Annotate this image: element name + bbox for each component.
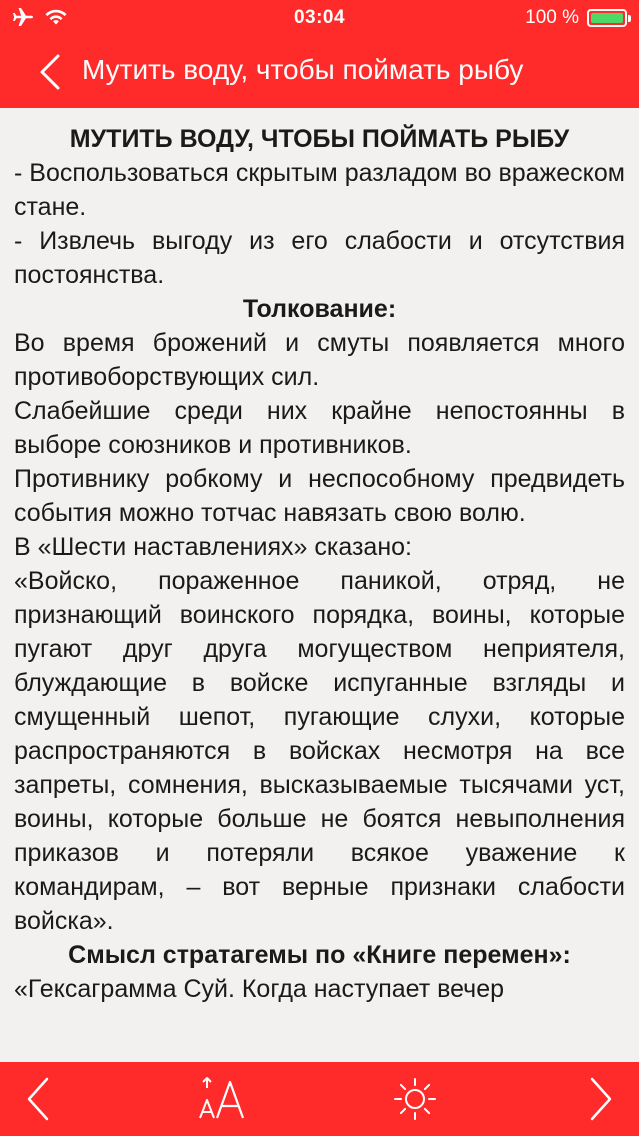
intro-line-2: - Извлечь выгоду из его слабости и отсутствия постоянства. <box>14 227 625 289</box>
paragraph-2: Слабейшие среди них крайне непостоянны в выборе союзников и противников. <box>14 397 625 459</box>
next-button[interactable] <box>563 1062 637 1136</box>
article-heading: МУТИТЬ ВОДУ, ЧТОБЫ ПОЙМАТЬ РЫБУ <box>69 125 570 153</box>
back-button[interactable] <box>28 50 72 94</box>
paragraph-4: В «Шести наставлениях» сказано: <box>14 533 412 561</box>
battery-fill <box>591 13 623 23</box>
article-scroll-area[interactable] <box>0 108 639 1062</box>
brightness-button[interactable] <box>378 1062 452 1136</box>
section-title-interpretation: Толкование: <box>242 295 397 323</box>
partial-paragraph: «Гексаграмма Суй. Когда наступает вечер <box>14 975 505 1003</box>
article-body <box>0 108 639 1006</box>
status-time: 03:04 <box>293 7 346 28</box>
chevron-right-icon <box>580 1074 620 1124</box>
battery-percentage: 100 % <box>525 7 579 28</box>
section-title-meaning: Смысл стратагемы по «Книге перемен»: <box>68 941 571 969</box>
bottom-toolbar <box>0 1062 639 1136</box>
chevron-left-icon <box>19 1074 59 1124</box>
font-size-button[interactable] <box>186 1062 260 1136</box>
paragraph-1: Во время брожений и смуты появляется много противоборствующих сил. <box>14 329 625 391</box>
navigation-bar <box>0 36 639 108</box>
previous-button[interactable] <box>2 1062 76 1136</box>
battery-icon <box>587 9 627 27</box>
status-bar <box>0 0 639 36</box>
page-title: Мутить воду, чтобы поймать рыбу <box>82 54 524 85</box>
paragraph-5: «Войско, пораженное паникой, отряд, не признающий воинского порядка, воины, которые пугают друг друга могуществом неприятеля, блуждающие в войске испуганные взгляды и смущенный шепот, пугающие слухи, которые распространяются в войсках несмотря на все запреты, сомнения, высказываемые тысячами уст, воины, которые больше не боятся невыполнения приказов и потеряли всякое уважение к командирам, – вот верные признаки слабости войска». <box>14 567 625 935</box>
paragraph-3: Противнику робкому и неспособному предвидеть события можно тотчас навязать свою волю. <box>14 465 625 527</box>
font-size-icon <box>193 1074 253 1124</box>
status-right <box>525 7 627 29</box>
top-bar <box>0 0 639 108</box>
chevron-left-icon <box>28 50 72 94</box>
intro-line-1: - Воспользоваться скрытым разладом во вражеском стане. <box>14 159 625 221</box>
brightness-icon <box>391 1075 439 1123</box>
